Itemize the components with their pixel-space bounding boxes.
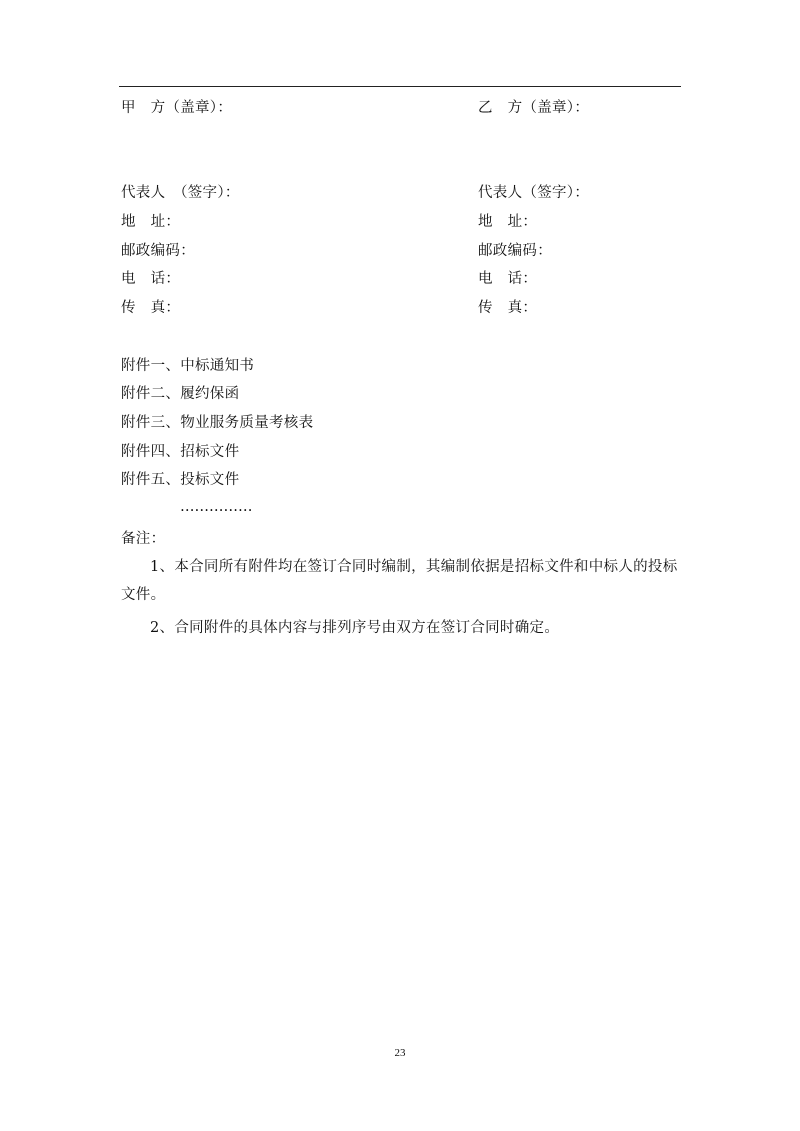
note-item: 2、合同附件的具体内容与排列序号由双方在签订合同时确定。 [150,620,560,636]
attachment-item: 附件四、招标文件 [121,444,240,460]
page-number: 23 [394,1047,406,1059]
party-a-address-label: 地 址： [121,214,181,230]
party-a-seal-label: 甲 方（盖章）： [121,100,233,116]
party-a-fax-label: 传 真： [121,300,181,316]
notes-title: 备注： [121,531,166,547]
party-b-postcode-label: 邮政编码： [478,243,552,259]
party-b-phone-label: 电 话： [478,271,538,287]
party-a-representative-label: 代表人 （签字）： [121,185,240,201]
attachment-item: 附件二、履约保函 [121,386,240,402]
attachments-ellipsis: …………… [180,499,253,515]
party-a-postcode-label: 邮政编码： [121,243,195,259]
header-rule [119,86,681,87]
attachment-item: 附件一、中标通知书 [121,358,255,374]
party-b-seal-label: 乙 方（盖章）： [478,100,590,116]
attachment-item: 附件五、投标文件 [121,472,240,488]
party-a-phone-label: 电 话： [121,271,181,287]
attachment-item: 附件三、物业服务质量考核表 [121,415,314,431]
party-b-fax-label: 传 真： [478,300,538,316]
note-item: 1、本合同所有附件均在签订合同时编制，其编制依据是招标文件和中标人的投标文件。 [121,559,678,603]
party-b-address-label: 地 址： [478,214,538,230]
party-b-representative-label: 代表人（签字）： [478,185,590,201]
